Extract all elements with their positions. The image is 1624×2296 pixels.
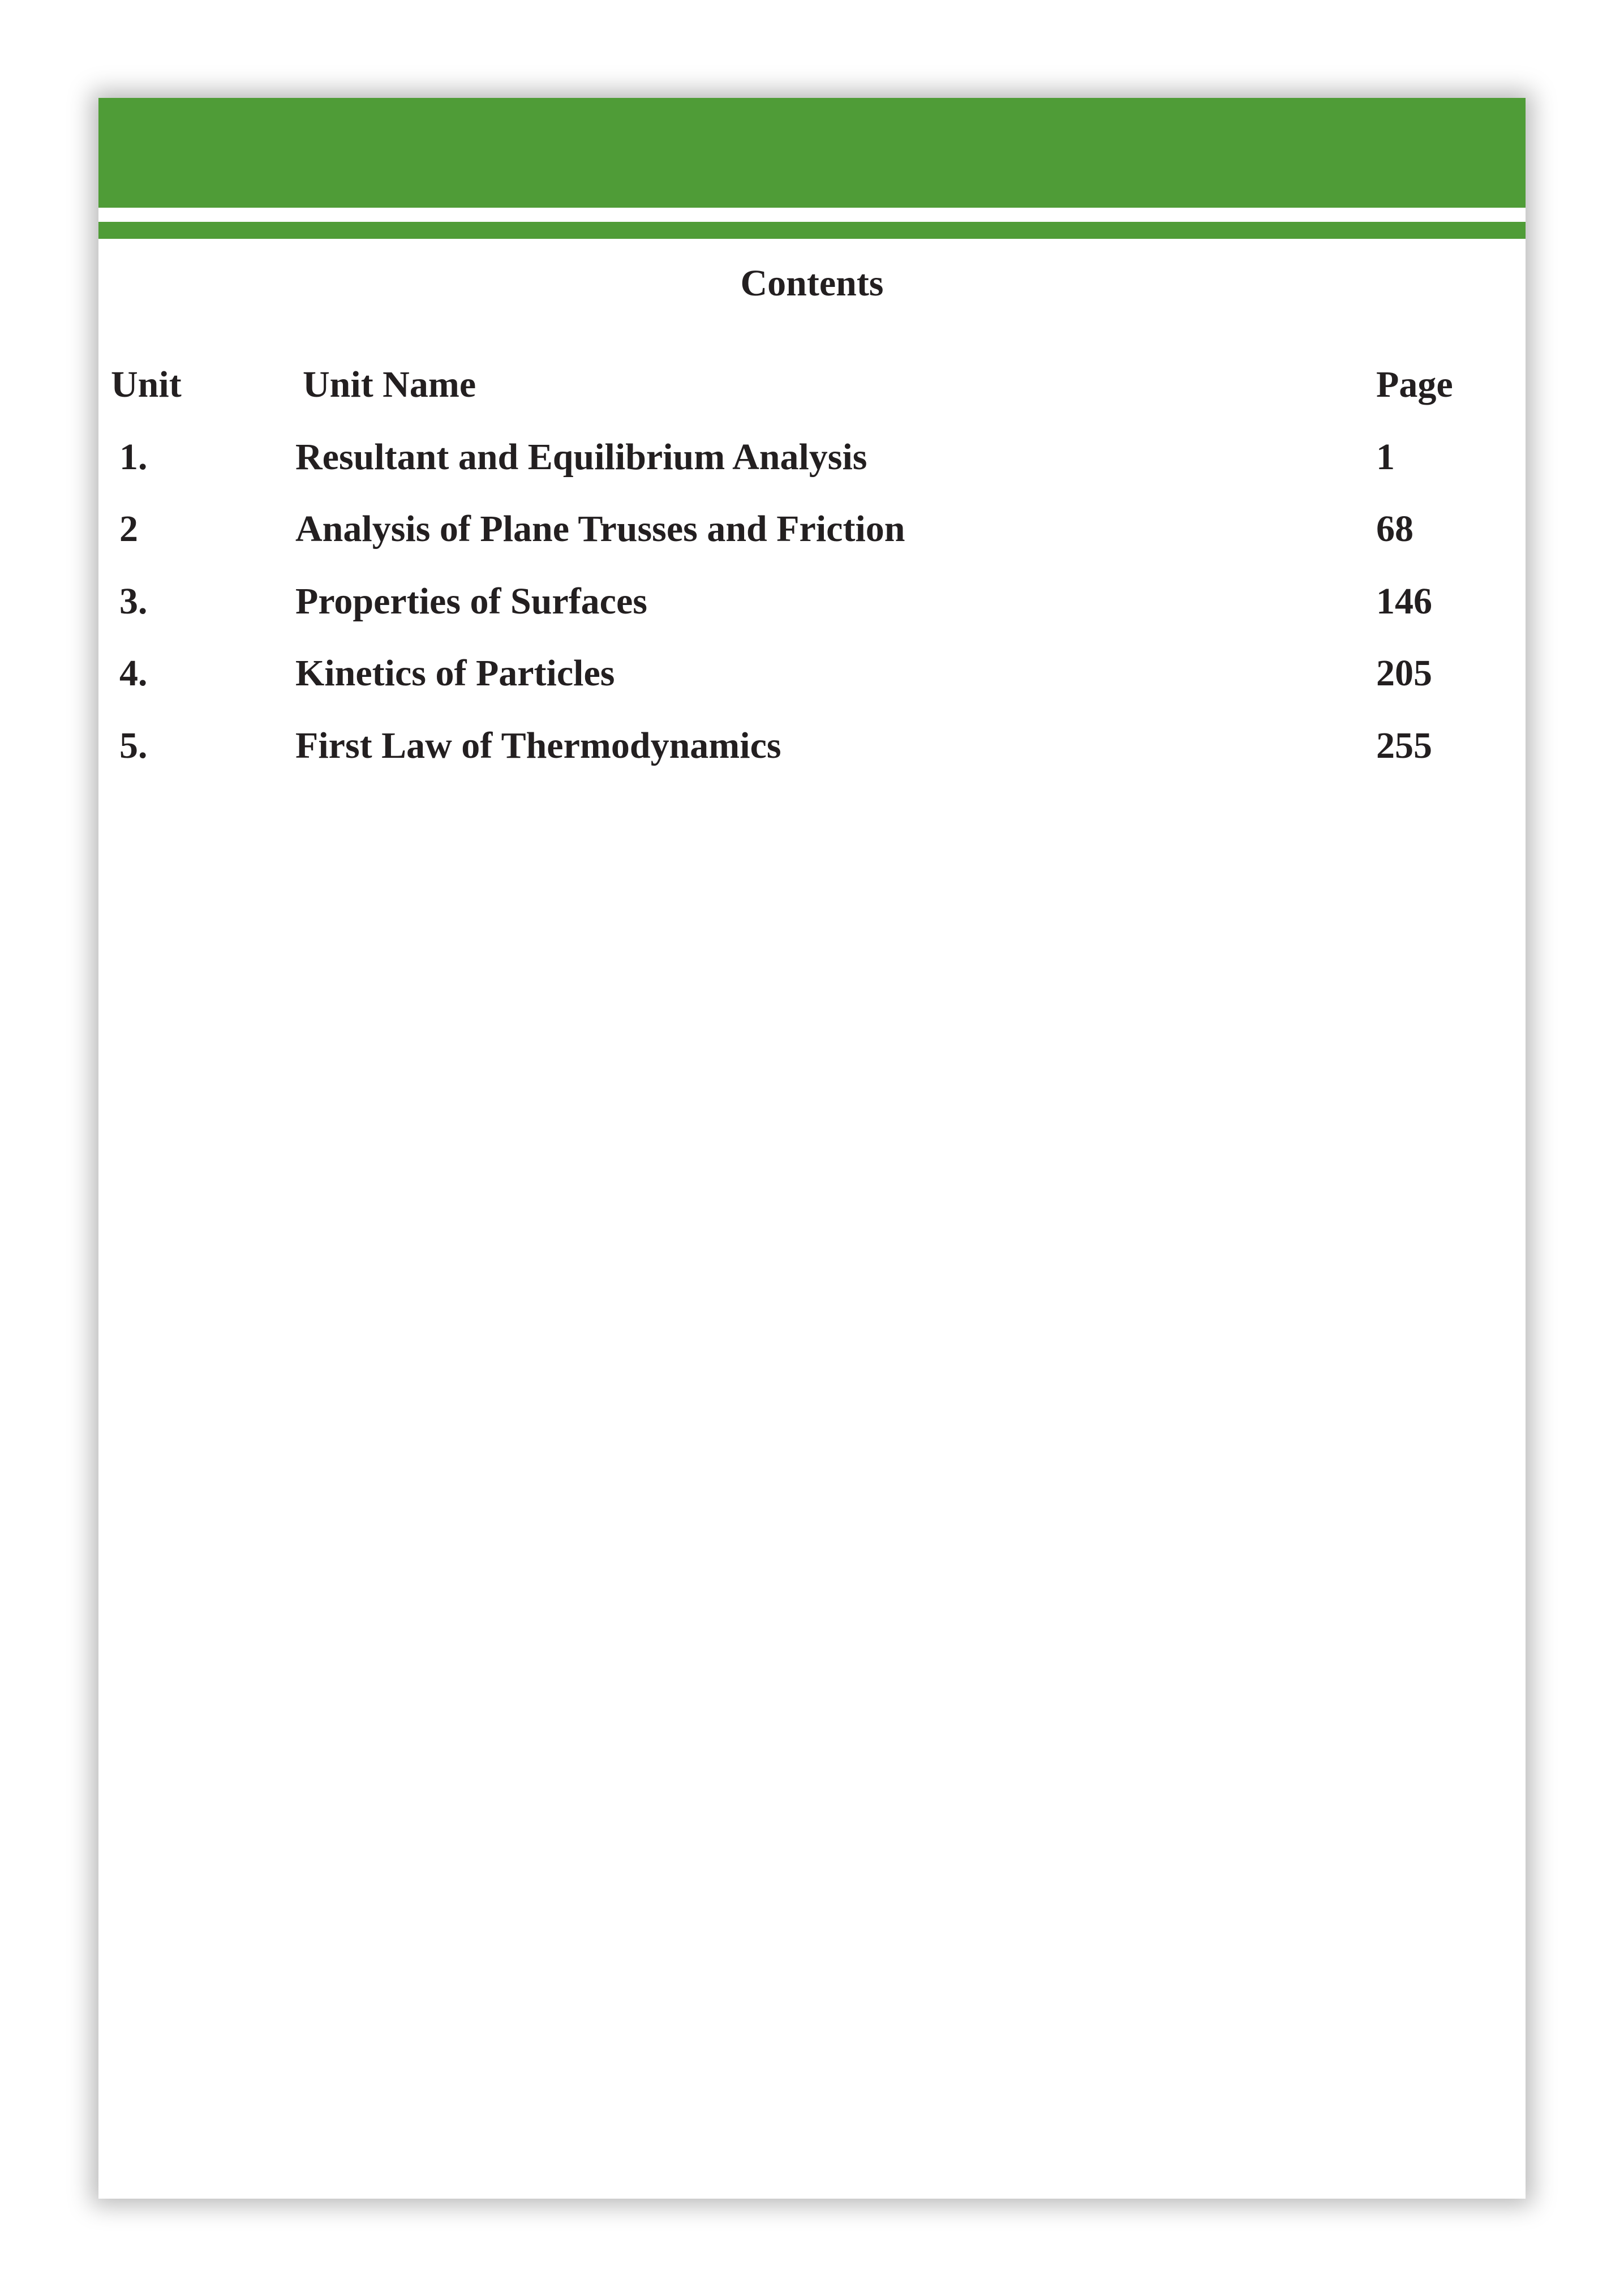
- header-green-stripe: [98, 222, 1526, 239]
- column-header-unit-name: Unit Name: [303, 364, 476, 405]
- toc-unit-number: 4.: [119, 653, 148, 694]
- column-header-page: Page: [1376, 364, 1453, 405]
- toc-unit-number: 2: [119, 508, 138, 550]
- toc-unit-number: 3.: [119, 581, 148, 622]
- toc-unit-name: Properties of Surfaces: [295, 581, 647, 622]
- toc-page-number: 205: [1376, 653, 1432, 694]
- toc-unit-name: Resultant and Equilibrium Analysis: [295, 436, 867, 478]
- toc-page-number: 68: [1376, 508, 1414, 550]
- toc-unit-number: 5.: [119, 725, 148, 766]
- toc-unit-name: First Law of Thermodynamics: [295, 725, 781, 766]
- document-page: [98, 98, 1526, 2199]
- toc-unit-name: Analysis of Plane Trusses and Friction: [295, 508, 905, 550]
- toc-unit-number: 1.: [119, 436, 148, 478]
- toc-page-number: 255: [1376, 725, 1432, 766]
- header-green-band: [98, 98, 1526, 208]
- toc-page-number: 1: [1376, 436, 1395, 478]
- column-header-unit: Unit: [111, 364, 182, 405]
- toc-page-number: 146: [1376, 581, 1432, 622]
- toc-unit-name: Kinetics of Particles: [295, 653, 615, 694]
- page-title: Contents: [740, 263, 884, 304]
